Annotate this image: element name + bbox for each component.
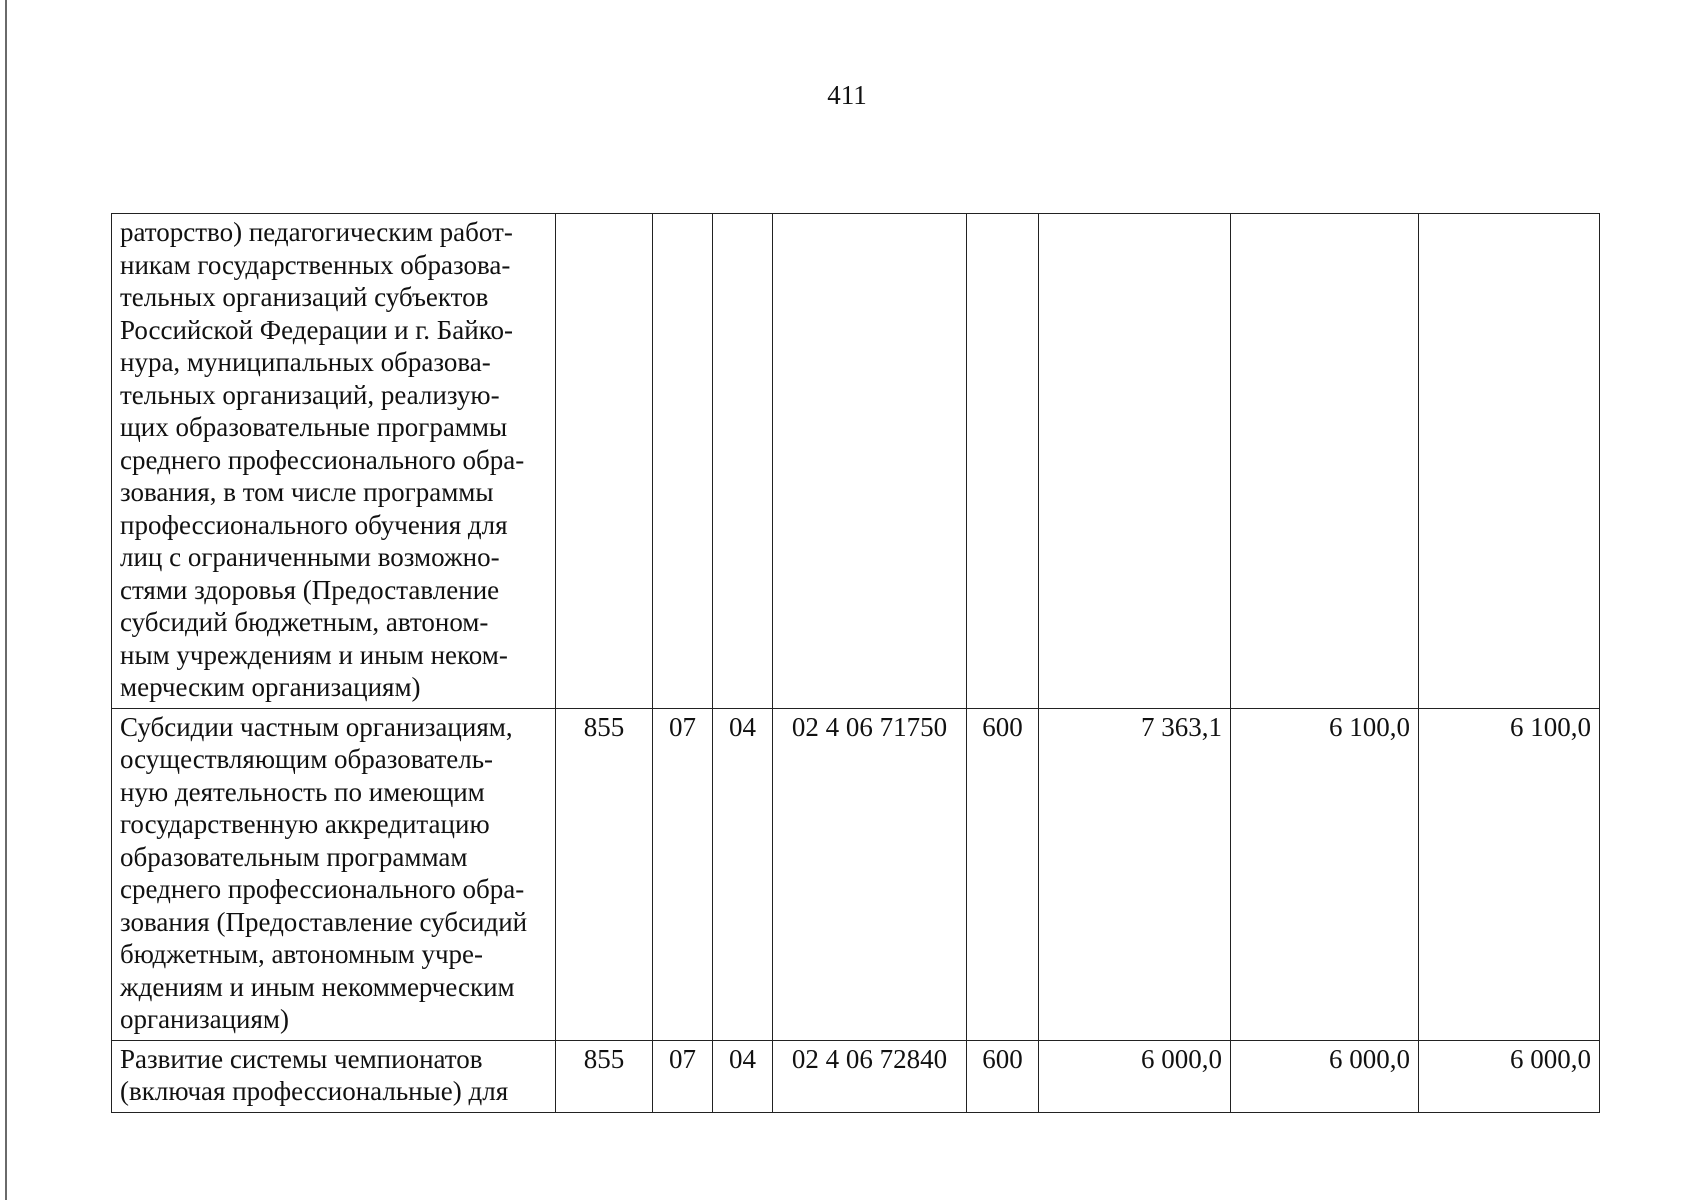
amount-year-1: 6 000,0: [1039, 1040, 1231, 1112]
page-edge-line: [5, 0, 7, 1200]
amount-year-2: 6 000,0: [1231, 1040, 1419, 1112]
ministry-code: 855: [556, 708, 653, 1040]
table-row: [112, 708, 1600, 1040]
section-code: 07: [653, 708, 713, 1040]
budget-table: [111, 213, 1600, 1113]
section-code: 07: [653, 1040, 713, 1112]
amount-year-2: 6 100,0: [1231, 708, 1419, 1040]
amount-year-3: [1419, 214, 1600, 709]
target-article-code: 02 4 06 72840: [773, 1040, 967, 1112]
ministry-code: 855: [556, 1040, 653, 1112]
amount-year-1: 7 363,1: [1039, 708, 1231, 1040]
row-description: раторство) педагогическим работ- никам государственных образова- тельных организаций субъектов Российской Федерации и г. Байко- нура, муниципальных образова- тельных организаций, реализую- щих образовательные программы среднего профессионального обра- зования, в том числе программы профессионального обучения для лиц с ограниченными возможно- стями здоровья (Предоставление субсидий бюджетным, автоном- ным учреждениям и иным неком- мерческим организациям): [112, 214, 556, 709]
page-number: 411: [827, 80, 867, 110]
table-row: [112, 1040, 1600, 1112]
ministry-code: [556, 214, 653, 709]
row-description: Развитие системы чемпионатов (включая профессиональные) для: [112, 1040, 556, 1112]
expense-type-code: 600: [967, 708, 1039, 1040]
subsection-code: 04: [713, 708, 773, 1040]
amount-year-1: [1039, 214, 1231, 709]
amount-year-3: 6 000,0: [1419, 1040, 1600, 1112]
target-article-code: [773, 214, 967, 709]
table-row: [112, 214, 1600, 709]
expense-type-code: 600: [967, 1040, 1039, 1112]
subsection-code: 04: [713, 1040, 773, 1112]
amount-year-3: 6 100,0: [1419, 708, 1600, 1040]
amount-year-2: [1231, 214, 1419, 709]
subsection-code: [713, 214, 773, 709]
row-description: Субсидии частным организациям, осуществляющим образователь- ную деятельность по имеющим государственную аккредитацию образовательным программам среднего профессионального обра- зования (Предоставление субсидий бюджетным, автономным учре- ждениям и иным некоммерческим организациям): [112, 708, 556, 1040]
expense-type-code: [967, 214, 1039, 709]
target-article-code: 02 4 06 71750: [773, 708, 967, 1040]
section-code: [653, 214, 713, 709]
